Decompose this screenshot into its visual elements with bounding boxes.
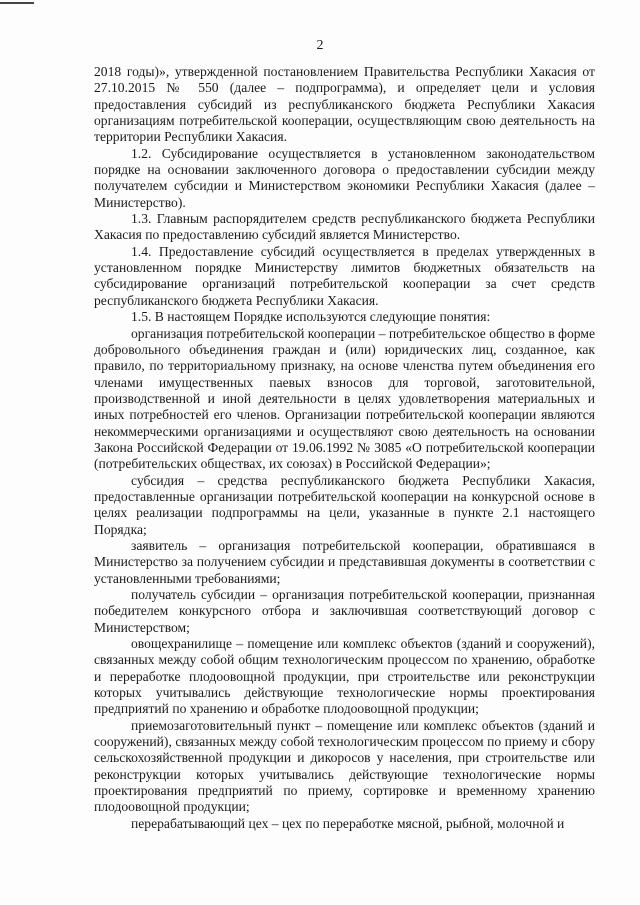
paragraph: перерабатывающий цех – цех по переработке мясной, рыбной, молочной и — [131, 815, 565, 831]
paragraph: приемозаготовительный пункт – помещение или комплекс объектов (зданий и сооружений), связанных между собой технологическим процессом по приему и сбору сельскохозяйственной продукции и дикоросов у населения, при строительстве или реконструкции которых учитывались действующие технологические нормы проектирования предприятий по приему, сортировке и временному хранению плодоовощной продукции; — [94, 717, 595, 815]
scan-edge-mark — [0, 2, 34, 4]
paragraph: 2018 годы)», утвержденной постановлением Правительства Республики Хакасия от 27.10.2015 № 550 (далее – подпрограмма), и определяет цели и условия предоставления субсидий из республиканского бюджета Республики Хакасия организациям потребительской кооперации, осуществляющим свою деятельность на территории Республики Хакасия. — [94, 64, 595, 145]
document-body — [94, 64, 595, 832]
paragraph: 1.3. Главным распорядителем средств республиканского бюджета Республики Хакасия по предоставлению субсидий является Министерство. — [94, 211, 595, 243]
paragraph: 1.5. В настоящем Порядке используются следующие понятия: — [131, 309, 491, 325]
paragraph: организация потребительской кооперации – потребительское общество в форме добровольного объединения граждан и (или) юридических лиц, созданное, как правило, по территориальному признаку, на основе членства путем объединения его членами имущественных паевых взносов для торговой, заготовительной, производственной и иной деятельности в целях удовлетворения материальных и иных потребностей его членов. Организации потребительской кооперации являются некоммерческими организациями и осуществляют свою деятельность на основании Закона Российской Федерации от 19.06.1992 № 3085 «О потребительской кооперации (потребительских обществах, их союзах) в Российской Федерации»; — [94, 325, 595, 472]
paragraph: заявитель – организация потребительской кооперации, обратившаяся в Министерство за получением субсидии и представившая документы в соответствии с установленными требованиями; — [94, 537, 595, 586]
paragraph: получатель субсидии – организация потребительской кооперации, признанная победителем конкурсного отбора и заключившая соответствующий договор с Министерством; — [94, 587, 595, 635]
paragraph: субсидия – средства республиканского бюджета Республики Хакасия, предоставленные организации потребительской кооперации на конкурсной основе в целях реализации подпрограммы на цели, указанные в пункте 2.1 настоящего Порядка; — [94, 472, 595, 537]
page-number: 2 — [316, 38, 324, 53]
paragraph: овощехранилище – помещение или комплекс объектов (зданий и сооружений), связанных между собой общим технологическим процессом по хранению, обработке и переработке плодоовощной продукции, при строительстве или реконструкции которых учитывались действующие технологические нормы проектирования предприятий по хранению и обработке плодоовощной продукции; — [94, 636, 595, 717]
paragraph: 1.4. Предоставление субсидий осуществляется в пределах утвержденных в установленном порядке Министерству лимитов бюджетных обязательств на субсидирование организаций потребительской кооперации за счет средств республиканского бюджета Республики Хакасия. — [94, 243, 595, 308]
paragraph: 1.2. Субсидирование осуществляется в установленном законодательством порядке на основании заключенного договора о предоставлении субсидии между получателем субсидии и Министерством экономики Республики Хакасия (далее – Министерство). — [94, 145, 595, 210]
